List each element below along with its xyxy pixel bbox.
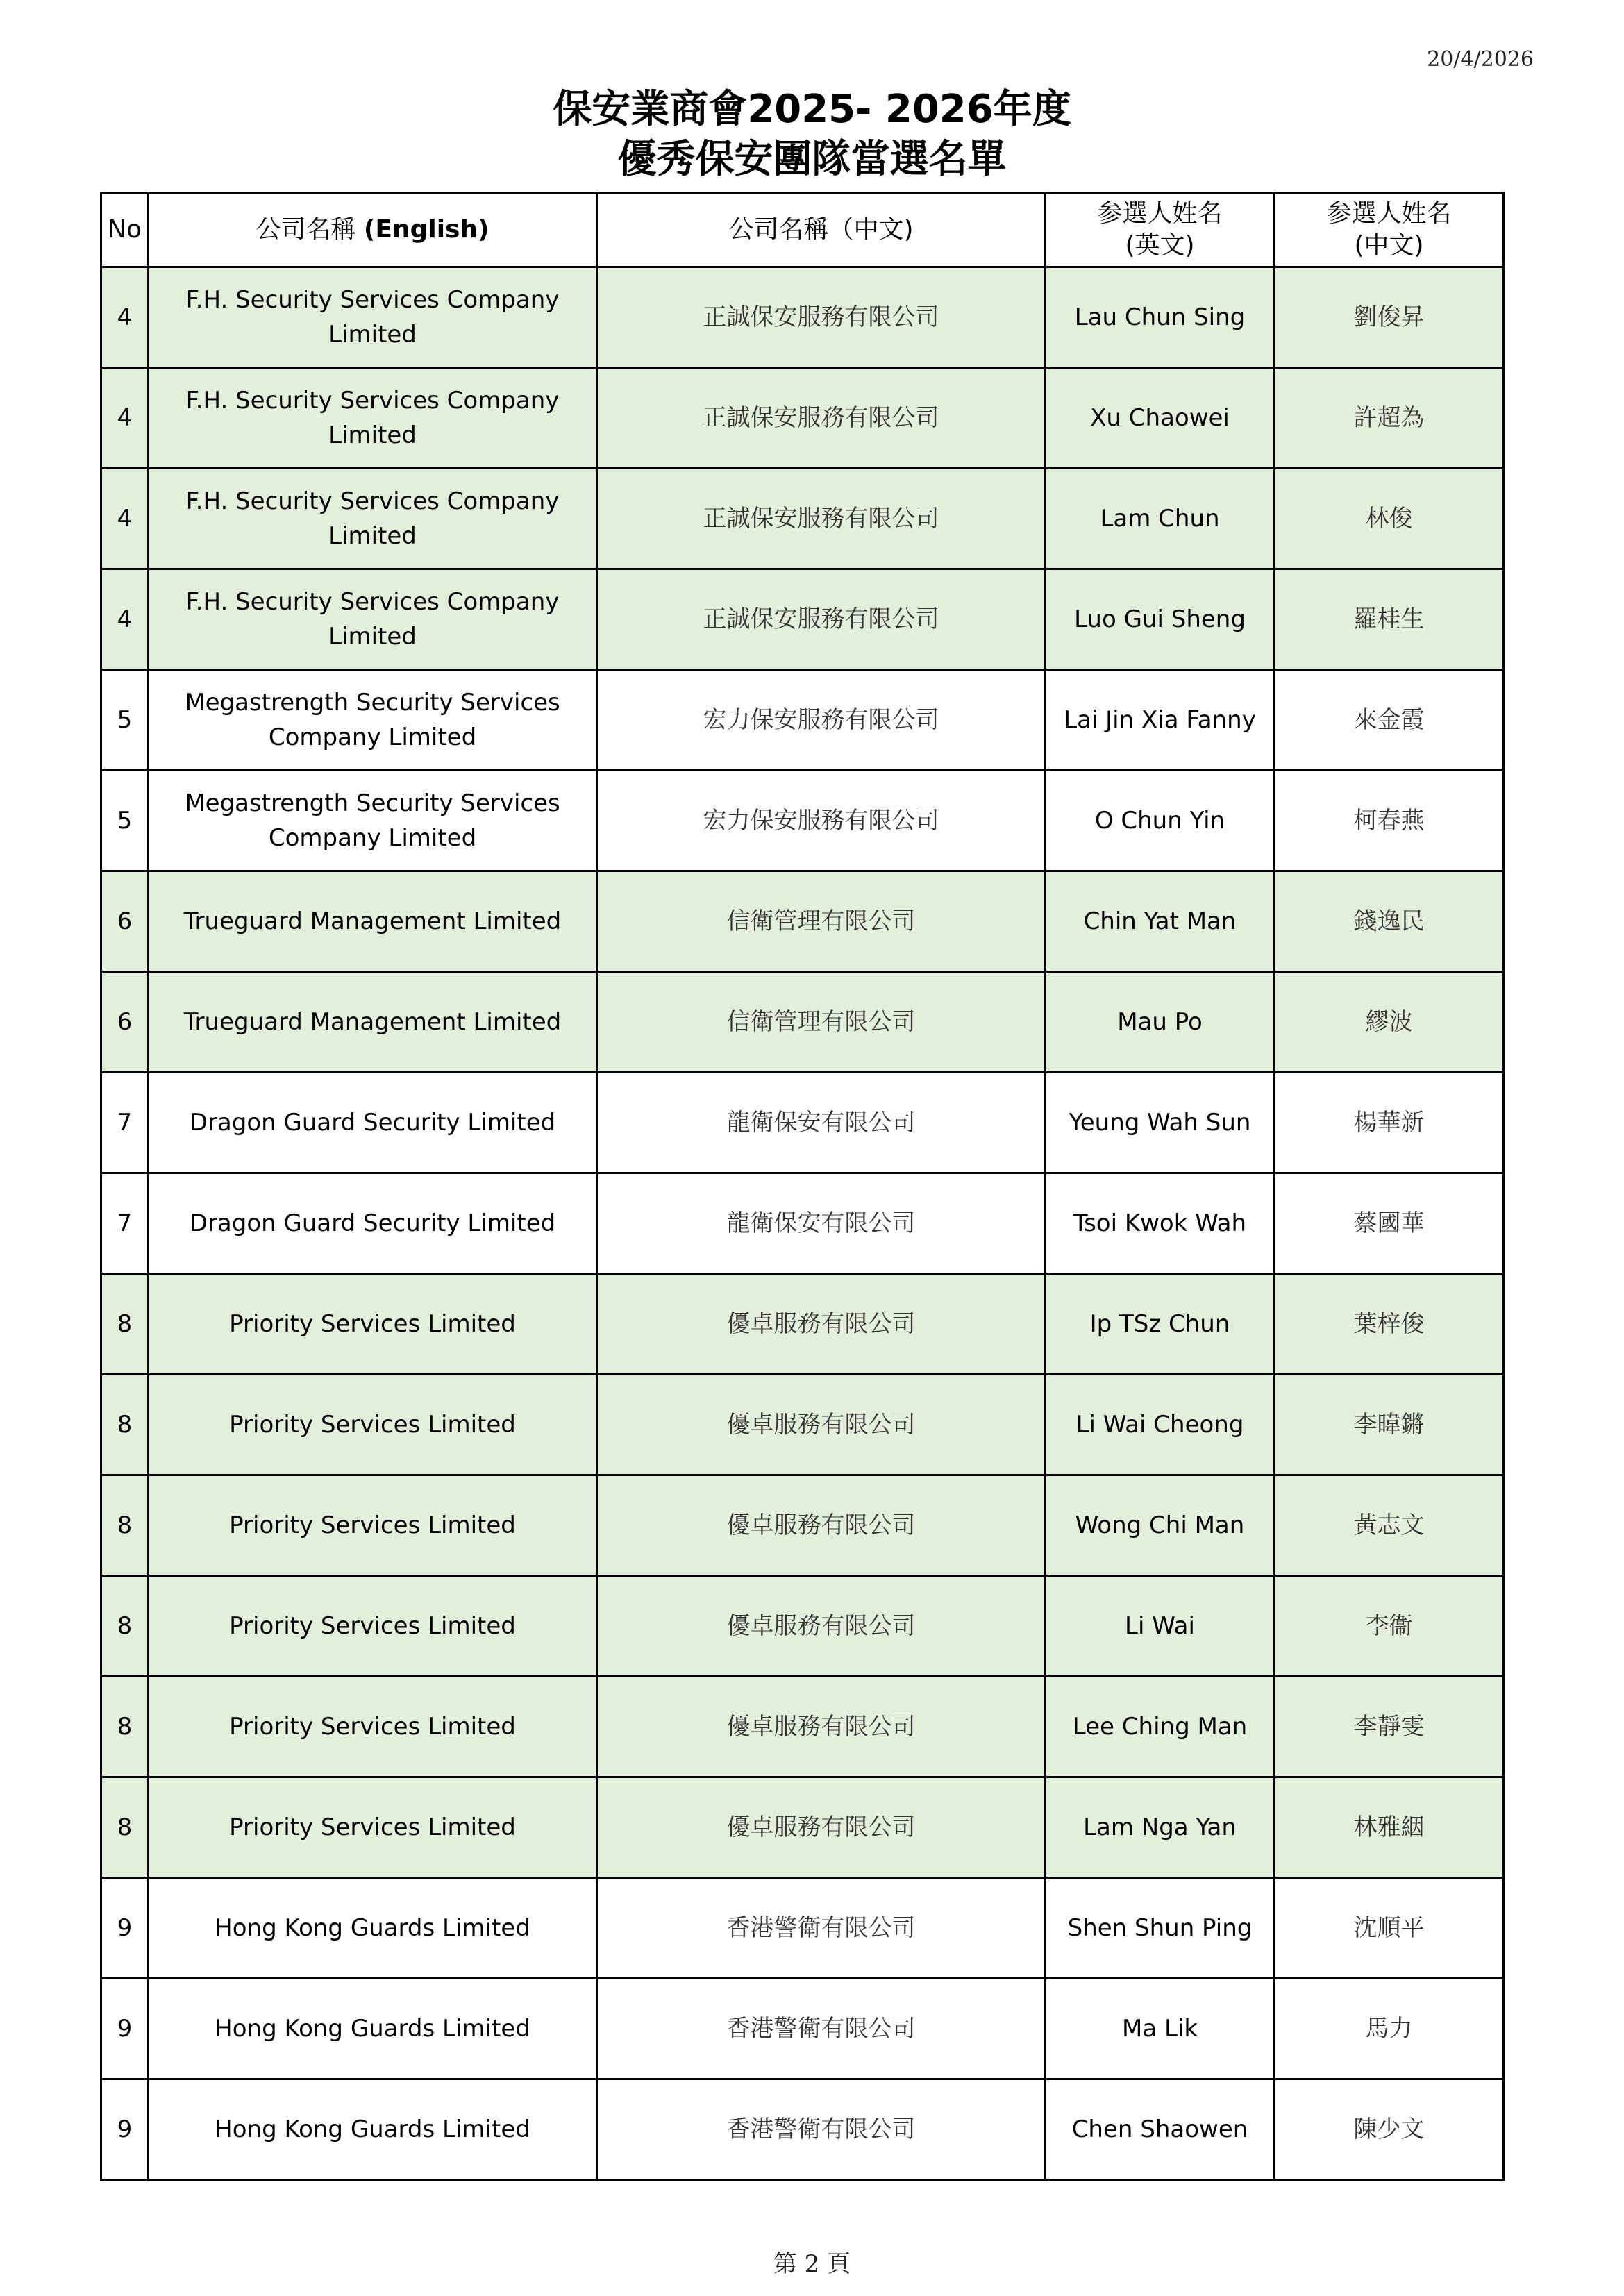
cell-no: 4 xyxy=(101,267,149,368)
header-company-en-label: 公司名稱 xyxy=(256,215,364,244)
cell-company-zh: 宏力保安服務有限公司 xyxy=(597,670,1046,771)
cell-company-zh: 龍衛保安有限公司 xyxy=(597,1073,1046,1173)
cell-company-en: F.H. Security Services Company Limited xyxy=(149,368,597,469)
cell-name-zh: 繆波 xyxy=(1275,972,1504,1073)
table-row xyxy=(101,771,1504,871)
cell-company-zh: 香港警衛有限公司 xyxy=(597,1979,1046,2079)
table-row xyxy=(101,368,1504,469)
header-name-en-label: 参選人姓名 xyxy=(1097,199,1223,228)
cell-name-en: Luo Gui Sheng xyxy=(1046,569,1275,670)
header-company-en xyxy=(149,193,597,267)
table-row xyxy=(101,1677,1504,1777)
cell-company-zh: 正誠保安服務有限公司 xyxy=(597,368,1046,469)
cell-company-en: Megastrength Security Services Company Limited xyxy=(149,771,597,871)
cell-company-en: F.H. Security Services Company Limited xyxy=(149,267,597,368)
table-row xyxy=(101,267,1504,368)
cell-company-en: Megastrength Security Services Company Limited xyxy=(149,670,597,771)
cell-no: 5 xyxy=(101,771,149,871)
winners-table xyxy=(100,192,1505,2181)
cell-name-en: Wong Chi Man xyxy=(1046,1475,1275,1576)
cell-no: 6 xyxy=(101,871,149,972)
table-row xyxy=(101,2079,1504,2180)
cell-name-en: Li Wai xyxy=(1046,1576,1275,1677)
cell-company-zh: 龍衛保安有限公司 xyxy=(597,1173,1046,1274)
cell-name-zh: 葉梓俊 xyxy=(1275,1274,1504,1375)
cell-name-zh: 黃志文 xyxy=(1275,1475,1504,1576)
cell-no: 6 xyxy=(101,972,149,1073)
cell-name-en: Yeung Wah Sun xyxy=(1046,1073,1275,1173)
cell-company-en: Hong Kong Guards Limited xyxy=(149,1979,597,2079)
cell-company-en: Trueguard Management Limited xyxy=(149,871,597,972)
cell-company-en: Hong Kong Guards Limited xyxy=(149,1878,597,1979)
table-row xyxy=(101,1777,1504,1878)
cell-name-zh: 許超為 xyxy=(1275,368,1504,469)
cell-company-zh: 香港警衛有限公司 xyxy=(597,2079,1046,2180)
cell-no: 8 xyxy=(101,1576,149,1677)
cell-name-zh: 李靜雯 xyxy=(1275,1677,1504,1777)
cell-name-en: Shen Shun Ping xyxy=(1046,1878,1275,1979)
cell-name-en: Lam Nga Yan xyxy=(1046,1777,1275,1878)
cell-name-zh: 錢逸民 xyxy=(1275,871,1504,972)
cell-no: 4 xyxy=(101,469,149,569)
cell-company-zh: 正誠保安服務有限公司 xyxy=(597,469,1046,569)
cell-no: 5 xyxy=(101,670,149,771)
cell-no: 4 xyxy=(101,569,149,670)
cell-no: 9 xyxy=(101,1979,149,2079)
cell-name-en: Lam Chun xyxy=(1046,469,1275,569)
cell-name-en: O Chun Yin xyxy=(1046,771,1275,871)
cell-name-zh: 柯春燕 xyxy=(1275,771,1504,871)
cell-no: 8 xyxy=(101,1375,149,1475)
table-row xyxy=(101,1073,1504,1173)
cell-name-en: Ip TSz Chun xyxy=(1046,1274,1275,1375)
table-row xyxy=(101,569,1504,670)
cell-company-en: Priority Services Limited xyxy=(149,1274,597,1375)
cell-no: 8 xyxy=(101,1677,149,1777)
cell-name-zh: 劉俊昇 xyxy=(1275,267,1504,368)
cell-name-en: Chen Shaowen xyxy=(1046,2079,1275,2180)
page-number: 第 2 頁 xyxy=(773,2250,851,2278)
cell-company-en: Dragon Guard Security Limited xyxy=(149,1073,597,1173)
cell-name-en: Lau Chun Sing xyxy=(1046,267,1275,368)
cell-company-en: Priority Services Limited xyxy=(149,1475,597,1576)
cell-company-zh: 宏力保安服務有限公司 xyxy=(597,771,1046,871)
cell-name-en: Mau Po xyxy=(1046,972,1275,1073)
header-name-zh-lang: (中文) xyxy=(1354,231,1424,260)
header-name-zh-label: 参選人姓名 xyxy=(1326,199,1452,228)
table-row xyxy=(101,670,1504,771)
header-name-zh xyxy=(1275,193,1504,267)
cell-name-en: Tsoi Kwok Wah xyxy=(1046,1173,1275,1274)
cell-name-en: Lee Ching Man xyxy=(1046,1677,1275,1777)
table-row xyxy=(101,469,1504,569)
cell-name-zh: 林俊 xyxy=(1275,469,1504,569)
cell-company-en: Priority Services Limited xyxy=(149,1777,597,1878)
cell-company-zh: 優卓服務有限公司 xyxy=(597,1677,1046,1777)
cell-no: 9 xyxy=(101,1878,149,1979)
cell-company-en: Hong Kong Guards Limited xyxy=(149,2079,597,2180)
cell-name-zh: 來金霞 xyxy=(1275,670,1504,771)
table-row xyxy=(101,1475,1504,1576)
cell-company-en: Priority Services Limited xyxy=(149,1677,597,1777)
cell-name-en: Li Wai Cheong xyxy=(1046,1375,1275,1475)
cell-name-zh: 蔡國華 xyxy=(1275,1173,1504,1274)
page-title: 保安業商會2025- 2026年度 xyxy=(553,87,1071,132)
table-row xyxy=(101,1173,1504,1274)
cell-company-zh: 信衛管理有限公司 xyxy=(597,972,1046,1073)
cell-company-zh: 優卓服務有限公司 xyxy=(597,1375,1046,1475)
cell-no: 8 xyxy=(101,1777,149,1878)
cell-company-en: F.H. Security Services Company Limited xyxy=(149,569,597,670)
cell-name-zh: 沈順平 xyxy=(1275,1878,1504,1979)
header-company-zh: 公司名稱（中文) xyxy=(597,193,1046,267)
cell-name-zh: 李衞 xyxy=(1275,1576,1504,1677)
cell-name-zh: 楊華新 xyxy=(1275,1073,1504,1173)
cell-name-zh: 李暐鏘 xyxy=(1275,1375,1504,1475)
table-row xyxy=(101,1274,1504,1375)
cell-name-zh: 林雅絪 xyxy=(1275,1777,1504,1878)
cell-company-zh: 優卓服務有限公司 xyxy=(597,1274,1046,1375)
table-row xyxy=(101,871,1504,972)
header-company-en-lang: (English) xyxy=(363,215,489,244)
cell-company-zh: 優卓服務有限公司 xyxy=(597,1777,1046,1878)
cell-company-en: Trueguard Management Limited xyxy=(149,972,597,1073)
cell-company-zh: 優卓服務有限公司 xyxy=(597,1576,1046,1677)
cell-company-zh: 正誠保安服務有限公司 xyxy=(597,569,1046,670)
cell-company-en: F.H. Security Services Company Limited xyxy=(149,469,597,569)
cell-company-en: Priority Services Limited xyxy=(149,1576,597,1677)
cell-no: 8 xyxy=(101,1475,149,1576)
cell-company-en: Dragon Guard Security Limited xyxy=(149,1173,597,1274)
table-row xyxy=(101,1375,1504,1475)
cell-company-zh: 香港警衛有限公司 xyxy=(597,1878,1046,1979)
cell-name-zh: 馬力 xyxy=(1275,1979,1504,2079)
header-no: No xyxy=(101,193,149,267)
cell-no: 4 xyxy=(101,368,149,469)
cell-no: 8 xyxy=(101,1274,149,1375)
page-subtitle: 優秀保安團隊當選名單 xyxy=(617,137,1007,182)
table-row xyxy=(101,1979,1504,2079)
cell-no: 7 xyxy=(101,1173,149,1274)
cell-company-zh: 信衛管理有限公司 xyxy=(597,871,1046,972)
cell-name-zh: 陳少文 xyxy=(1275,2079,1504,2180)
cell-name-en: Lai Jin Xia Fanny xyxy=(1046,670,1275,771)
cell-company-zh: 正誠保安服務有限公司 xyxy=(597,267,1046,368)
table-row xyxy=(101,1878,1504,1979)
cell-company-en: Priority Services Limited xyxy=(149,1375,597,1475)
header-name-en xyxy=(1046,193,1275,267)
cell-name-en: Chin Yat Man xyxy=(1046,871,1275,972)
cell-name-en: Xu Chaowei xyxy=(1046,368,1275,469)
cell-company-zh: 優卓服務有限公司 xyxy=(597,1475,1046,1576)
cell-name-zh: 羅桂生 xyxy=(1275,569,1504,670)
table-row xyxy=(101,1576,1504,1677)
cell-no: 7 xyxy=(101,1073,149,1173)
table-row xyxy=(101,972,1504,1073)
table-header-row xyxy=(101,193,1504,267)
print-date: 20/4/2026 xyxy=(1427,47,1534,72)
cell-name-en: Ma Lik xyxy=(1046,1979,1275,2079)
cell-no: 9 xyxy=(101,2079,149,2180)
header-name-en-lang: (英文) xyxy=(1125,231,1195,260)
